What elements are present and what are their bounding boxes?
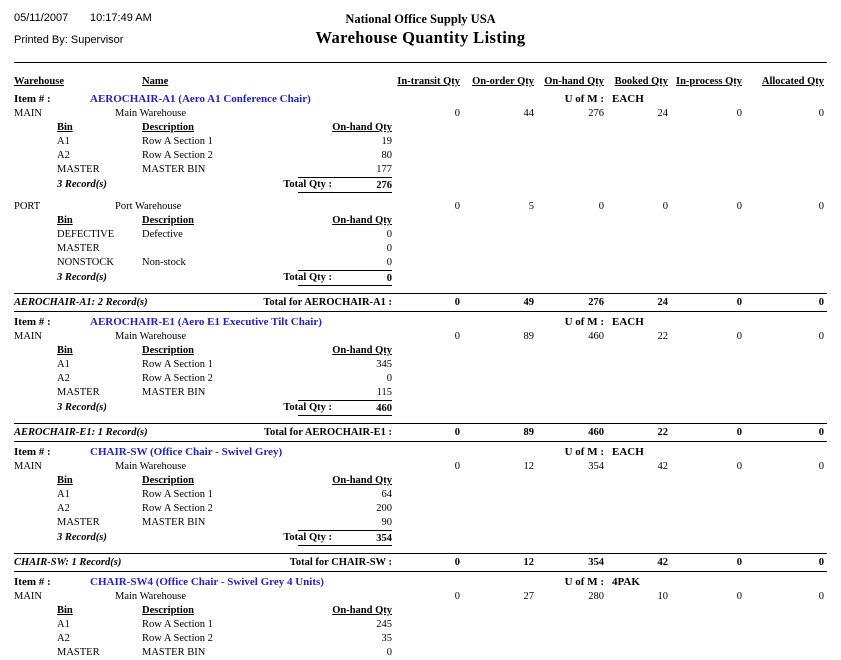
bin-onhand-qty: 90 xyxy=(381,517,392,528)
total-qty-label: Total Qty : xyxy=(283,179,332,190)
item-total-label: Total for AEROCHAIR-A1 : xyxy=(263,297,392,308)
description-column-header: Description xyxy=(142,345,194,356)
warehouse-code: MAIN xyxy=(14,591,42,602)
item-total-qty-in-transit: 0 xyxy=(454,297,460,308)
company-name: National Office Supply USA xyxy=(345,12,496,26)
item-number-label: Item # : xyxy=(14,93,51,105)
warehouse-qty-booked: 0 xyxy=(662,201,668,212)
item-header-row xyxy=(14,575,827,590)
bin-onhand-qty: 345 xyxy=(376,359,392,370)
warehouse-qty-in-transit: 0 xyxy=(454,591,460,602)
warehouse-name: Main Warehouse xyxy=(115,591,186,602)
item-header-row xyxy=(14,445,827,460)
bin-description: MASTER BIN xyxy=(142,647,206,658)
item-total-qty-on-hand: 354 xyxy=(588,557,604,568)
bin-description: Defective xyxy=(142,229,183,240)
bin-column-header: Bin xyxy=(57,605,73,616)
warehouse-qty-booked: 42 xyxy=(657,461,668,472)
warehouse-qty-in-process: 0 xyxy=(736,591,742,602)
item-total-qty-in-transit: 0 xyxy=(454,427,460,438)
item-record-count: CHAIR-SW: 1 Record(s) xyxy=(14,557,122,568)
bin-description: Row A Section 1 xyxy=(142,359,213,370)
warehouse-row xyxy=(14,200,827,214)
warehouse-qty-allocated: 0 xyxy=(818,108,824,119)
name-column-header: Name xyxy=(142,76,169,87)
bin-header-row xyxy=(14,604,827,618)
item-total-qty-in-process: 0 xyxy=(736,297,742,308)
warehouse-qty-in-transit: 0 xyxy=(454,108,460,119)
bin-description: Row A Section 1 xyxy=(142,489,213,500)
warehouse-qty-in-process: 0 xyxy=(736,108,742,119)
item-total-qty-booked: 24 xyxy=(657,297,668,308)
warehouse-qty-on-hand: 0 xyxy=(598,201,604,212)
bin-row xyxy=(14,163,827,177)
bin-description: MASTER BIN xyxy=(142,164,206,175)
in-process-column-header: In-process Qty xyxy=(675,76,742,87)
bin-code: MASTER xyxy=(57,647,100,658)
bin-row xyxy=(14,256,827,270)
item-summary-row xyxy=(14,423,827,442)
bin-code: A2 xyxy=(57,150,70,161)
bin-row xyxy=(14,502,827,516)
warehouse-qty-in-process: 0 xyxy=(736,201,742,212)
report-header xyxy=(0,0,841,62)
item-number-label: Item # : xyxy=(14,446,51,458)
warehouse-qty-allocated: 0 xyxy=(818,591,824,602)
total-qty-label: Total Qty : xyxy=(283,532,332,543)
bin-onhand-qty: 0 xyxy=(386,373,392,384)
bin-description: Row A Section 2 xyxy=(142,150,213,161)
warehouse-name: Main Warehouse xyxy=(115,331,186,342)
bin-total-row xyxy=(14,400,827,417)
bin-onhand-qty: 177 xyxy=(376,164,392,175)
bin-code: A2 xyxy=(57,503,70,514)
item-link[interactable]: CHAIR-SW4 (Office Chair - Swivel Grey 4 Units) xyxy=(90,576,324,588)
uofm-value: 4PAK xyxy=(612,576,640,588)
item-total-qty-on-order: 49 xyxy=(523,297,534,308)
total-qty-label: Total Qty : xyxy=(283,272,332,283)
description-column-header: Description xyxy=(142,122,194,133)
warehouse-code: PORT xyxy=(14,201,41,212)
uofm-value: EACH xyxy=(612,446,644,458)
bin-header-row xyxy=(14,344,827,358)
warehouse-code: MAIN xyxy=(14,108,42,119)
bin-description: MASTER BIN xyxy=(142,517,206,528)
warehouse-name: Main Warehouse xyxy=(115,108,186,119)
bin-onhand-qty: 200 xyxy=(376,503,392,514)
warehouse-row xyxy=(14,107,827,121)
bin-code: A1 xyxy=(57,489,70,500)
bin-row xyxy=(14,372,827,386)
item-total-qty-on-order: 89 xyxy=(523,427,534,438)
item-total-qty-allocated: 0 xyxy=(818,427,824,438)
warehouse-qty-on-order: 27 xyxy=(523,591,534,602)
bin-header-row xyxy=(14,474,827,488)
bin-code: A2 xyxy=(57,633,70,644)
bin-onhand-qty: 0 xyxy=(386,257,392,268)
warehouse-qty-in-process: 0 xyxy=(736,461,742,472)
bin-onhand-qty: 0 xyxy=(386,243,392,254)
item-total-qty-allocated: 0 xyxy=(818,297,824,308)
item-summary-row xyxy=(14,553,827,572)
warehouse-qty-booked: 24 xyxy=(657,108,668,119)
warehouse-column-header: Warehouse xyxy=(14,76,64,87)
bin-description: Row A Section 2 xyxy=(142,503,213,514)
item-link[interactable]: CHAIR-SW (Office Chair - Swivel Grey) xyxy=(90,446,283,458)
bin-onhand-column-header: On-hand Qty xyxy=(332,475,392,486)
bin-description: Non-stock xyxy=(142,257,186,268)
bin-row xyxy=(14,516,827,530)
uofm-label: U of M : xyxy=(564,93,604,105)
total-qty-value: 276 xyxy=(298,177,392,193)
item-total-qty-on-hand: 276 xyxy=(588,297,604,308)
bin-total-row xyxy=(14,177,827,194)
allocated-column-header: Allocated Qty xyxy=(761,76,824,87)
item-total-qty-booked: 42 xyxy=(657,557,668,568)
total-qty-label: Total Qty : xyxy=(283,402,332,413)
bin-code: MASTER xyxy=(57,387,100,398)
warehouse-name: Port Warehouse xyxy=(115,201,182,212)
warehouse-qty-in-process: 0 xyxy=(736,331,742,342)
warehouse-qty-booked: 22 xyxy=(657,331,668,342)
item-total-qty-in-process: 0 xyxy=(736,427,742,438)
item-summary-row xyxy=(14,293,827,312)
print-date: 05/11/2007 xyxy=(14,12,69,24)
bin-code: A1 xyxy=(57,619,70,630)
warehouse-name: Main Warehouse xyxy=(115,461,186,472)
item-number-label: Item # : xyxy=(14,576,51,588)
warehouse-qty-on-hand: 276 xyxy=(588,108,604,119)
report-title: Warehouse Quantity Listing xyxy=(315,28,526,47)
warehouse-qty-booked: 10 xyxy=(657,591,668,602)
item-total-label: Total for CHAIR-SW : xyxy=(289,557,392,568)
bin-row xyxy=(14,632,827,646)
bin-header-row xyxy=(14,121,827,135)
warehouse-row xyxy=(14,460,827,474)
bin-code: DEFECTIVE xyxy=(57,229,115,240)
item-link[interactable]: AEROCHAIR-E1 (Aero E1 Executive Tilt Chair) xyxy=(90,316,322,328)
bin-row xyxy=(14,358,827,372)
bin-onhand-column-header: On-hand Qty xyxy=(332,122,392,133)
column-header-row xyxy=(14,75,827,89)
warehouse-qty-allocated: 0 xyxy=(818,461,824,472)
on-order-column-header: On-order Qty xyxy=(472,76,534,87)
total-qty-value: 0 xyxy=(298,270,392,286)
in-transit-column-header: In-transit Qty xyxy=(397,76,460,87)
bin-code: A1 xyxy=(57,359,70,370)
on-hand-column-header: On-hand Qty xyxy=(544,76,604,87)
warehouse-qty-on-hand: 354 xyxy=(588,461,604,472)
report-body xyxy=(0,92,841,660)
bin-onhand-qty: 19 xyxy=(381,136,392,147)
bin-onhand-column-header: On-hand Qty xyxy=(332,215,392,226)
bin-row xyxy=(14,242,827,256)
warehouse-code: MAIN xyxy=(14,461,42,472)
warehouse-code: MAIN xyxy=(14,331,42,342)
warehouse-row xyxy=(14,590,827,604)
uofm-label: U of M : xyxy=(564,576,604,588)
description-column-header: Description xyxy=(142,605,194,616)
bin-onhand-qty: 115 xyxy=(376,387,392,398)
bin-row xyxy=(14,149,827,163)
warehouse-qty-on-order: 5 xyxy=(528,201,534,212)
warehouse-qty-on-hand: 280 xyxy=(588,591,604,602)
item-total-qty-allocated: 0 xyxy=(818,557,824,568)
bin-column-header: Bin xyxy=(57,345,73,356)
booked-column-header: Booked Qty xyxy=(614,76,668,87)
bin-column-header: Bin xyxy=(57,215,73,226)
item-header-row xyxy=(14,92,827,107)
bin-onhand-qty: 0 xyxy=(386,229,392,240)
item-link[interactable]: AEROCHAIR-A1 (Aero A1 Conference Chair) xyxy=(90,93,311,105)
bin-row xyxy=(14,135,827,149)
bin-code: NONSTOCK xyxy=(57,257,114,268)
warehouse-qty-allocated: 0 xyxy=(818,331,824,342)
warehouse-row xyxy=(14,330,827,344)
bin-record-count: 3 Record(s) xyxy=(57,272,107,283)
item-total-qty-on-order: 12 xyxy=(523,557,534,568)
total-qty-value: 354 xyxy=(298,530,392,546)
bin-description: Row A Section 2 xyxy=(142,373,213,384)
bin-row xyxy=(14,228,827,242)
bin-row xyxy=(14,488,827,502)
header-divider xyxy=(14,62,827,63)
bin-row xyxy=(14,618,827,632)
item-total-qty-in-transit: 0 xyxy=(454,557,460,568)
bin-code: MASTER xyxy=(57,164,100,175)
warehouse-qty-in-transit: 0 xyxy=(454,201,460,212)
bin-header-row xyxy=(14,214,827,228)
total-qty-value: 460 xyxy=(298,400,392,416)
bin-onhand-qty: 0 xyxy=(386,647,392,658)
bin-code: A1 xyxy=(57,136,70,147)
bin-description: MASTER BIN xyxy=(142,387,206,398)
bin-row xyxy=(14,646,827,660)
bin-onhand-qty: 245 xyxy=(376,619,392,630)
uofm-label: U of M : xyxy=(564,446,604,458)
warehouse-qty-on-hand: 460 xyxy=(588,331,604,342)
bin-code: MASTER xyxy=(57,517,100,528)
bin-onhand-column-header: On-hand Qty xyxy=(332,345,392,356)
bin-description: Row A Section 1 xyxy=(142,619,213,630)
warehouse-qty-on-order: 12 xyxy=(523,461,534,472)
description-column-header: Description xyxy=(142,475,194,486)
bin-record-count: 3 Record(s) xyxy=(57,402,107,413)
uofm-label: U of M : xyxy=(564,316,604,328)
bin-onhand-column-header: On-hand Qty xyxy=(332,605,392,616)
warehouse-qty-on-order: 89 xyxy=(523,331,534,342)
item-number-label: Item # : xyxy=(14,316,51,328)
bin-total-row xyxy=(14,530,827,547)
item-total-qty-on-hand: 460 xyxy=(588,427,604,438)
item-header-row xyxy=(14,315,827,330)
bin-onhand-qty: 80 xyxy=(381,150,392,161)
item-total-qty-in-process: 0 xyxy=(736,557,742,568)
warehouse-qty-in-transit: 0 xyxy=(454,461,460,472)
print-time: 10:17:49 AM xyxy=(90,12,152,24)
bin-code: MASTER xyxy=(57,243,100,254)
item-record-count: AEROCHAIR-E1: 1 Record(s) xyxy=(14,427,148,438)
bin-row xyxy=(14,386,827,400)
item-total-label: Total for AEROCHAIR-E1 : xyxy=(263,427,392,438)
warehouse-qty-in-transit: 0 xyxy=(454,331,460,342)
uofm-value: EACH xyxy=(612,316,644,328)
warehouse-qty-allocated: 0 xyxy=(818,201,824,212)
item-total-qty-booked: 22 xyxy=(657,427,668,438)
bin-description: Row A Section 1 xyxy=(142,136,213,147)
bin-onhand-qty: 35 xyxy=(381,633,392,644)
bin-record-count: 3 Record(s) xyxy=(57,179,107,190)
bin-record-count: 3 Record(s) xyxy=(57,532,107,543)
printed-by: Printed By: Supervisor xyxy=(14,34,124,46)
bin-column-header: Bin xyxy=(57,475,73,486)
bin-onhand-qty: 64 xyxy=(381,489,392,500)
bin-column-header: Bin xyxy=(57,122,73,133)
item-record-count: AEROCHAIR-A1: 2 Record(s) xyxy=(14,297,148,308)
bin-total-row xyxy=(14,270,827,287)
description-column-header: Description xyxy=(142,215,194,226)
warehouse-qty-on-order: 44 xyxy=(523,108,534,119)
bin-code: A2 xyxy=(57,373,70,384)
uofm-value: EACH xyxy=(612,93,644,105)
bin-description: Row A Section 2 xyxy=(142,633,213,644)
